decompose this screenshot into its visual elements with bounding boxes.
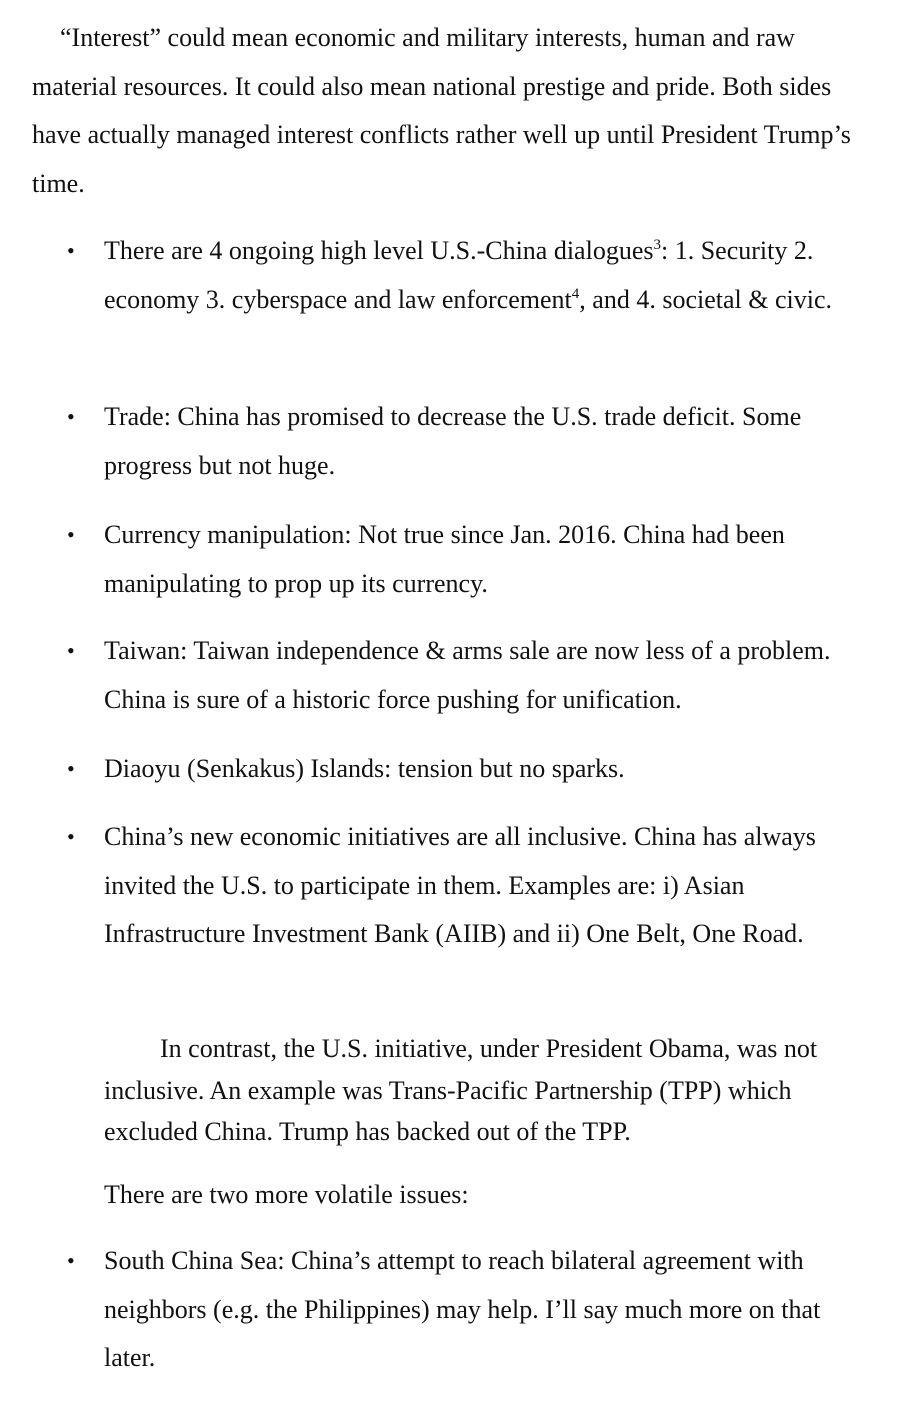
intro-paragraph: “Interest” could mean economic and military interests, human and raw material resources. It could also mean national prestige and pride. Both sides have actually managed interest conflicts rather well up until President Trump’s time.: [32, 23, 851, 198]
bullet-marker: [67, 511, 77, 521]
footnote-ref[interactable]: 4: [571, 285, 580, 302]
bullet-diaoyu: Diaoyu (Senkakus) Islands: tension but no sparks.: [104, 754, 625, 783]
bullet-marker: [67, 627, 77, 637]
bullet-marker: [67, 745, 77, 755]
volatile-issues-line: There are two more volatile issues:: [104, 1180, 469, 1209]
bullet-marker: [67, 227, 77, 237]
footnote-ref[interactable]: 3: [653, 237, 661, 253]
bullet-text: : 1. Security 2. economy 3. cyberspace and law enforcement: [104, 236, 814, 314]
bullet-trade: Trade: China has promised to decrease the U.S. trade deficit. Some progress but not huge.: [104, 402, 802, 480]
bullet-dialogues: [104, 227, 870, 324]
bullet-south-china-sea: South China Sea: China’s attempt to reach bilateral agreement with neighbors (e.g. the Philippines) may help. I’ll say much more on that later.: [104, 1246, 821, 1372]
bullet-initiatives: China’s new economic initiatives are all inclusive. China has always invited the U.S. to participate in them. Examples are: i) Asian Infrastructure Investment Bank (AIIB) and ii) One Belt, One Road.: [104, 822, 816, 948]
bullet-marker: [67, 393, 77, 403]
bullet-text: , and 4. societal & civic.: [579, 284, 832, 314]
bullet-taiwan: Taiwan: Taiwan independence & arms sale are now less of a problem. China is sure of a historic force pushing for unification.: [104, 636, 831, 714]
bullet-currency: Currency manipulation: Not true since Jan. 2016. China had been manipulating to prop up its currency.: [104, 520, 785, 598]
bullet-marker: [67, 813, 77, 823]
bullet-marker: [67, 1237, 77, 1247]
contrast-paragraph: In contrast, the U.S. initiative, under President Obama, was not inclusive. An example was Trans-Pacific Partnership (TPP) which excluded China. Trump has backed out of the TPP.: [104, 1034, 818, 1146]
bullet-text: There are 4 ongoing high level U.S.-China dialogues: [104, 236, 654, 265]
